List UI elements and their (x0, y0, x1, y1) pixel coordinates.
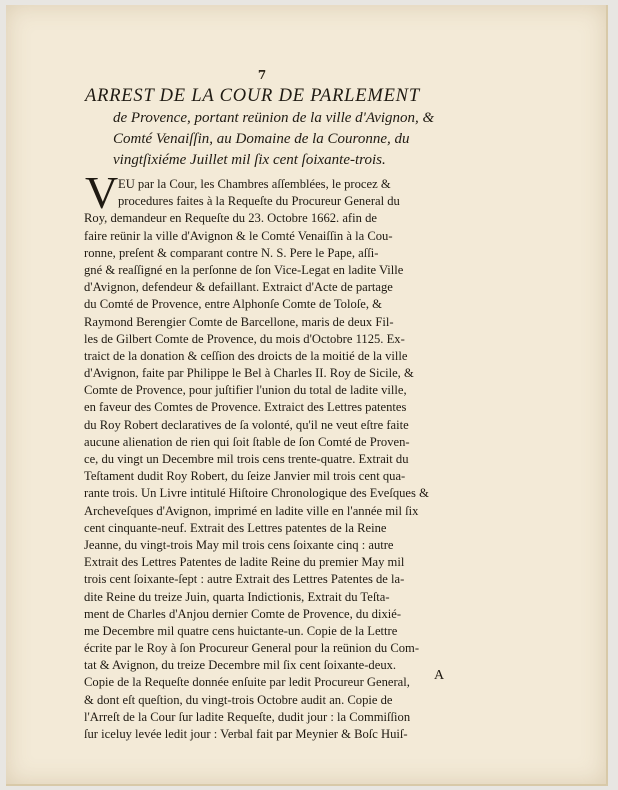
drop-cap: V (85, 167, 119, 218)
body-line: faire reünir la ville d'Avignon & le Comté Venaiſſin à la Cou- (84, 228, 393, 243)
body-line: procedures faites à la Requeſte du Procureur General du (118, 194, 400, 209)
body-line: Teſtament dudit Roy Robert, du ſeize Janvier mil trois cent qua- (84, 469, 406, 484)
body-line: rante trois. Un Livre intitulé Hiſtoire Chronologique des Eveſques & (84, 486, 429, 501)
body-line: EU par la Cour, les Chambres aſſemblées, le procez & (118, 177, 391, 191)
body-line: cent cinquante-neuf. Extrait des Lettres patentes de la Reine (84, 520, 387, 535)
body-line: Copie de la Requeſte donnée enſuite par ledit Procureur General, (84, 675, 410, 690)
body-line: d'Avignon, faite par Philippe le Bel à Charles II. Roy de Sicile, & (84, 366, 414, 381)
body-line: Archeveſques d'Avignon, imprimé en ladite ville en l'année mil ſix (84, 503, 419, 518)
body-text (84, 176, 456, 743)
body-line: du Comté de Provence, entre Alphonſe Comte de Toloſe, & (84, 297, 382, 312)
body-line: Raymond Berengier Comte de Barcellone, maris de deux Fil- (84, 314, 394, 329)
body-line: ce, du vingt un Decembre mil trois cens trente-quatre. Extrait du (84, 452, 409, 466)
title-line-1: ARREST DE LA COUR DE PARLEMENT (85, 86, 420, 106)
body-line: du Roy Robert declaratives de ſa volonté, qu'il ne veut eſtre faite (84, 417, 409, 432)
body-line: Extrait des Lettres Patentes de ladite Reine du premier May mil (84, 555, 405, 570)
body-line: ſur iceluy levée ledit jour : Verbal fait par Meynier & Boſc Huiſ- (84, 727, 408, 741)
body-line: tat & Avignon, du treize Decembre mil ſix cent ſoixante-deux. (84, 658, 397, 673)
title-line-4: vingtſixiéme Juillet mil ſix cent ſoixante-trois. (113, 152, 386, 168)
body-line: dite Reine du treize Juin, quarta Indictionis, Extrait du Teſta- (84, 589, 390, 604)
body-line: d'Avignon, defendeur & defaillant. Extraict d'Acte de partage (84, 280, 393, 295)
body-line: traict de la donation & ceſſion des droicts de la moitié de la ville (84, 348, 408, 363)
body-line: ment de Charles d'Anjou dernier Comte de Provence, du dixié- (84, 606, 402, 621)
body-line: me Decembre mil quatre cens huictante-un. Copie de la Lettre (84, 623, 398, 638)
body-line: gné & reaſſigné en la perſonne de ſon Vice-Legat en ladite Ville (84, 262, 404, 277)
body-line: ronne, preſent & comparant contre N. S. Pere le Pape, aſſi- (84, 245, 379, 260)
body-line: Roy, demandeur en Requeſte du 23. Octobre 1662. afin de (84, 211, 377, 226)
body-line: l'Arreſt de la Cour ſur ladite Requeſte, dudit jour : la Commiſſion (84, 709, 411, 724)
signature-mark: A (433, 668, 445, 683)
body-line: & dont eſt queſtion, du vingt-trois Octobre audit an. Copie de (84, 692, 393, 707)
document-title (85, 84, 480, 171)
body-line: trois cent ſoixante-ſept : autre Extrait des Lettres Patentes de la- (84, 572, 405, 587)
body-line: Jeanne, du vingt-trois May mil trois cens ſoixante cinq : autre (84, 537, 394, 552)
page-number: 7 (257, 68, 267, 82)
body-line: aucune alienation de rien qui ſoit ſtable de ſon Comté de Proven- (84, 434, 410, 449)
title-line-3: Comté Venaiſſin, au Domaine de la Couronne, du (113, 131, 410, 147)
body-line: en faveur des Comtes de Provence. Extraict des Lettres patentes (84, 400, 407, 415)
body-line: les de Gilbert Comte de Provence, du mois d'Octobre 1125. Ex- (84, 331, 405, 346)
body-line: écrite par le Roy à ſon Procureur General pour la reünion du Com- (84, 641, 420, 656)
title-line-2: de Provence, portant reünion de la ville d'Avignon, & (113, 110, 435, 126)
body-line: Comte de Provence, pour juſtifier l'union du total de ladite ville, (84, 383, 407, 398)
